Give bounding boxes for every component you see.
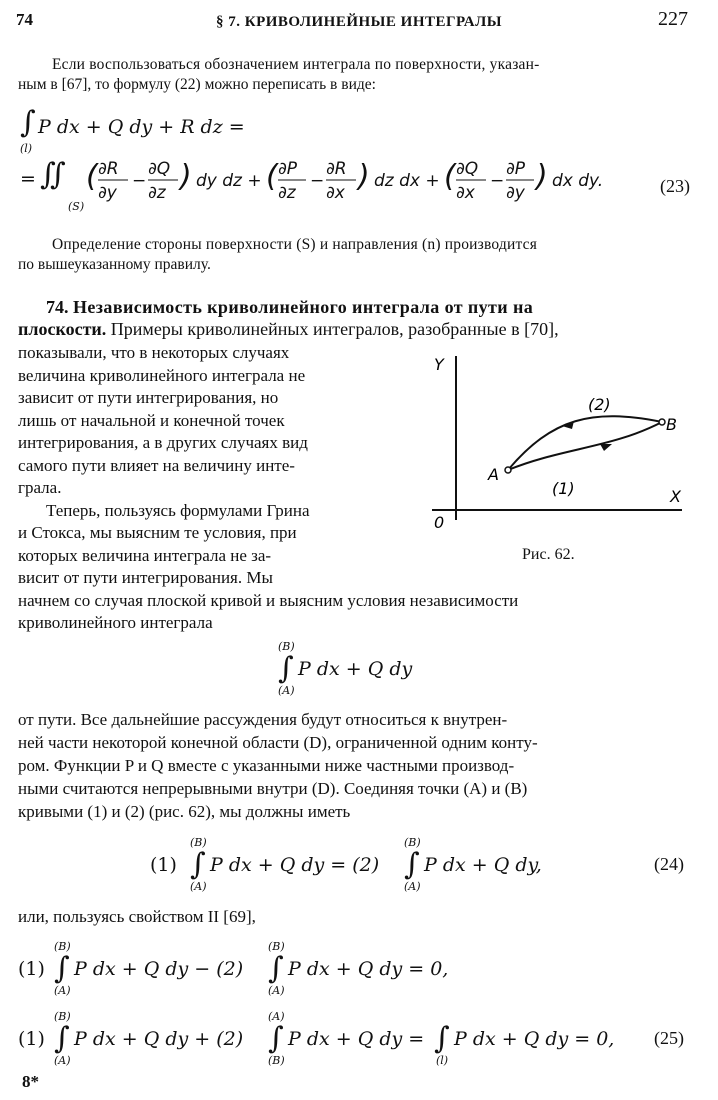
svg-text:): )	[180, 159, 192, 194]
svg-text:−: −	[310, 171, 325, 191]
paragraph-line: по вышеуказанному правилу.	[18, 256, 211, 273]
signature-mark: 8*	[22, 1072, 39, 1091]
section-heading: 74. Независимость криволинейного интеграла от пути на	[46, 297, 534, 317]
wrap-line: интегрирования, а в других случаях вид	[18, 433, 308, 452]
svg-text:−: −	[490, 171, 505, 191]
svg-text:∂P: ∂P	[506, 159, 526, 179]
svg-text:∂z: ∂z	[148, 183, 166, 203]
wrap-line: самого пути влияет на величину инте-	[18, 455, 295, 475]
svg-text:−: −	[132, 171, 147, 191]
svg-text:∂x: ∂x	[456, 183, 475, 203]
figure-62	[412, 348, 702, 538]
equation-23-line1: ∫ (l) P dx + Q dy + R dz =	[20, 105, 245, 155]
equation-23-line2: = ∬ (S) ( ∂R ∂y − ∂Q ∂z ) dy dz + ( ∂P ∂z − ∂R ∂x ) dz dx + ( ∂Q ∂x − ∂P ∂y ) dx dy.	[20, 150, 710, 220]
svg-text:): )	[358, 159, 370, 194]
svg-text:dy dz +: dy dz +	[196, 171, 262, 191]
svg-text:dz dx +: dz dx +	[374, 171, 440, 191]
svg-text:): )	[536, 159, 548, 194]
figure-caption: Рис. 62.	[522, 546, 575, 563]
running-title: § 7. КРИВОЛИНЕЙНЫЕ ИНТЕГРАЛЫ	[215, 14, 503, 30]
equation-number: (23)	[660, 176, 690, 196]
paragraph-line: ными считаются непрерывными внутри (D). Соединяя точки (A) и (B)	[18, 779, 528, 798]
equation-difference: (1) (B) ∫ (A) P dx + Q dy − (2) (B) ∫ (A) P dx + Q dy = 0,	[18, 940, 449, 997]
section-marker: 74	[16, 10, 33, 29]
svg-text:∂R: ∂R	[326, 159, 347, 179]
label-point-a: A	[488, 465, 499, 484]
wrap-line: висит от пути интегрирования. Мы	[18, 568, 273, 587]
paragraph-line: Если воспользоваться обозначением интеграла по поверхности, указан-	[52, 56, 540, 73]
label-curve-2: (2)	[588, 395, 611, 414]
paragraph-line: криволинейного интеграла	[18, 613, 213, 632]
wrap-line: грала.	[18, 478, 62, 497]
label-curve-1: (1)	[552, 479, 575, 498]
equation-25: (1) (B) ∫ (A) P dx + Q dy + (2) (A) ∫ (B) P dx + Q dy = ∫ (l) P dx + Q dy = 0,	[18, 1010, 615, 1067]
svg-text:∂x: ∂x	[326, 183, 345, 203]
wrap-line: величина криволинейного интеграла не	[18, 365, 306, 385]
axis-label-y: Y	[434, 355, 444, 374]
wrap-line: и Стокса, мы выясним те условия, при	[18, 523, 297, 542]
paragraph-line: ней части некоторой конечной области (D), ограниченной одним конту-	[18, 733, 538, 752]
paragraph-line: от пути. Все дальнейшие рассуждения будут относиться к внутрен-	[18, 710, 508, 729]
point-a	[505, 467, 511, 473]
wrap-line: показывали, что в некоторых случаях	[18, 343, 290, 362]
wrap-line: зависит от пути интегрирования, но	[18, 388, 279, 407]
wrap-line: лишь от начальной и конечной точек	[18, 410, 285, 430]
svg-text:(: (	[86, 159, 98, 194]
svg-text:∂P: ∂P	[278, 159, 298, 179]
paragraph-line: кривыми (1) и (2) (рис. 62), мы должны иметь	[18, 802, 351, 821]
svg-text:dx dy.: dx dy.	[552, 171, 604, 191]
paragraph-line: ром. Функции P и Q вместе с указанными ниже частными производ-	[18, 756, 515, 775]
wrap-text-block	[18, 342, 393, 590]
svg-text:(: (	[266, 159, 278, 194]
svg-text:∂Q: ∂Q	[148, 159, 171, 179]
section-heading-line2: плоскости. Примеры криволинейных интегралов, разобранные в [70],	[18, 319, 559, 339]
origin-label: 0	[434, 513, 445, 532]
svg-text:∂y: ∂y	[506, 183, 525, 203]
paragraph-line: или, пользуясь свойством II [69],	[18, 907, 256, 926]
wrap-line: Теперь, пользуясь формулами Грина	[46, 500, 310, 520]
arrow-curve-1	[600, 444, 612, 451]
eq23-fractions	[86, 156, 606, 208]
svg-text:∂Q: ∂Q	[456, 159, 479, 179]
page-number: 227	[658, 8, 688, 30]
axis-label-x: X	[670, 487, 681, 506]
svg-text:∂R: ∂R	[98, 159, 119, 179]
point-b	[659, 419, 665, 425]
integral-ab: (B) ∫ (A) P dx + Q dy	[278, 640, 413, 697]
paragraph-5	[18, 708, 698, 823]
equation-number: (24)	[654, 854, 684, 874]
paragraph-line: Определение стороны поверхности (S) и направления (n) производится	[52, 236, 538, 253]
svg-text:(: (	[444, 159, 456, 194]
paragraph-line: ным в [67], то формулу (22) можно переписать в виде:	[18, 76, 376, 93]
svg-text:∂y: ∂y	[98, 183, 117, 203]
wrap-line: которых величина интеграла не за-	[18, 545, 272, 565]
paragraph-line: начнем со случая плоской кривой и выясним условия независимости	[18, 591, 519, 610]
equation-24: (1) (B) ∫ (A) P dx + Q dy = (2) (B) ∫ (A) P dx + Q dy,	[150, 836, 542, 893]
label-point-b: B	[666, 415, 677, 434]
svg-text:∂z: ∂z	[278, 183, 296, 203]
equation-number: (25)	[654, 1028, 684, 1048]
